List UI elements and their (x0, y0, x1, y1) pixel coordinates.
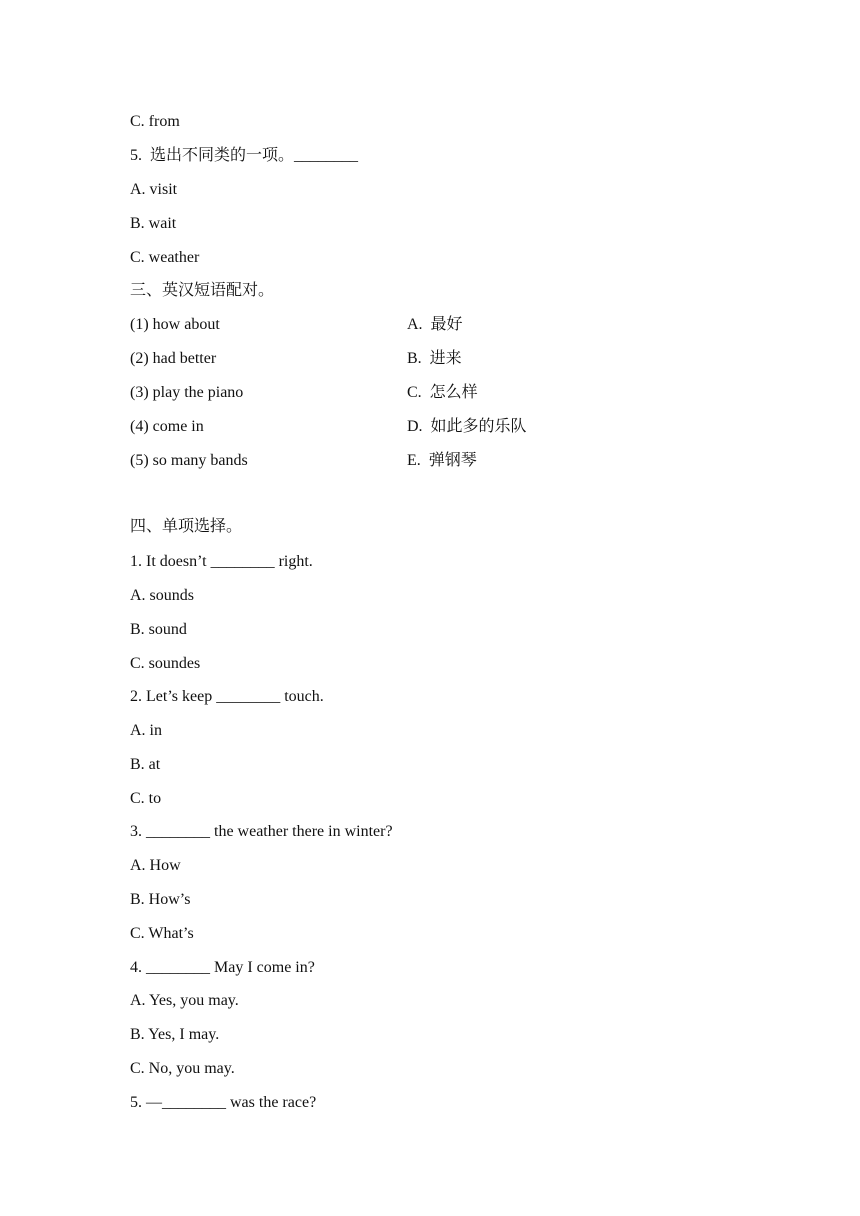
phrase-english: (3) play the piano (130, 384, 244, 401)
option-text: C. What’s (130, 925, 194, 942)
option-text: A. sounds (130, 587, 195, 604)
option-text: B. Yes, I may. (130, 1026, 220, 1043)
option-text: C. No, you may. (130, 1060, 235, 1077)
option-text: B. wait (130, 215, 177, 232)
question-stem: 1. It doesn’t ________ right. (130, 553, 313, 570)
option-text: B. How’s (130, 891, 191, 908)
phrase-english: (4) come in (130, 418, 204, 435)
option-text: A. in (130, 722, 162, 739)
option-text: C. soundes (130, 655, 201, 672)
option-text: B. at (130, 756, 161, 773)
phrase-english: (2) had better (130, 350, 217, 367)
phrase-chinese: C. 怎么样 (407, 384, 478, 401)
question-stem: 2. Let’s keep ________ touch. (130, 688, 324, 705)
question-stem: 5. —________ was the race? (130, 1094, 317, 1111)
phrase-chinese: B. 进来 (407, 350, 462, 367)
phrase-chinese: A. 最好 (407, 316, 463, 333)
phrase-chinese: E. 弹钢琴 (407, 452, 477, 469)
section-heading: 四、单项选择。 (130, 518, 243, 535)
phrase-english: (5) so many bands (130, 452, 248, 469)
phrase-english: (1) how about (130, 316, 220, 333)
option-text: C. weather (130, 249, 200, 266)
option-text: C. to (130, 790, 162, 807)
question-stem: 5. 选出不同类的一项。________ (130, 147, 359, 164)
question-stem: 3. ________ the weather there in winter? (130, 823, 393, 840)
section-heading: 三、英汉短语配对。 (130, 282, 275, 299)
option-text: A. visit (130, 181, 178, 198)
option-text: C. from (130, 113, 180, 130)
option-text: A. Yes, you may. (130, 992, 239, 1009)
phrase-chinese: D. 如此多的乐队 (407, 418, 527, 435)
option-text: A. How (130, 857, 181, 874)
option-text: B. sound (130, 621, 187, 638)
question-stem: 4. ________ May I come in? (130, 959, 315, 976)
